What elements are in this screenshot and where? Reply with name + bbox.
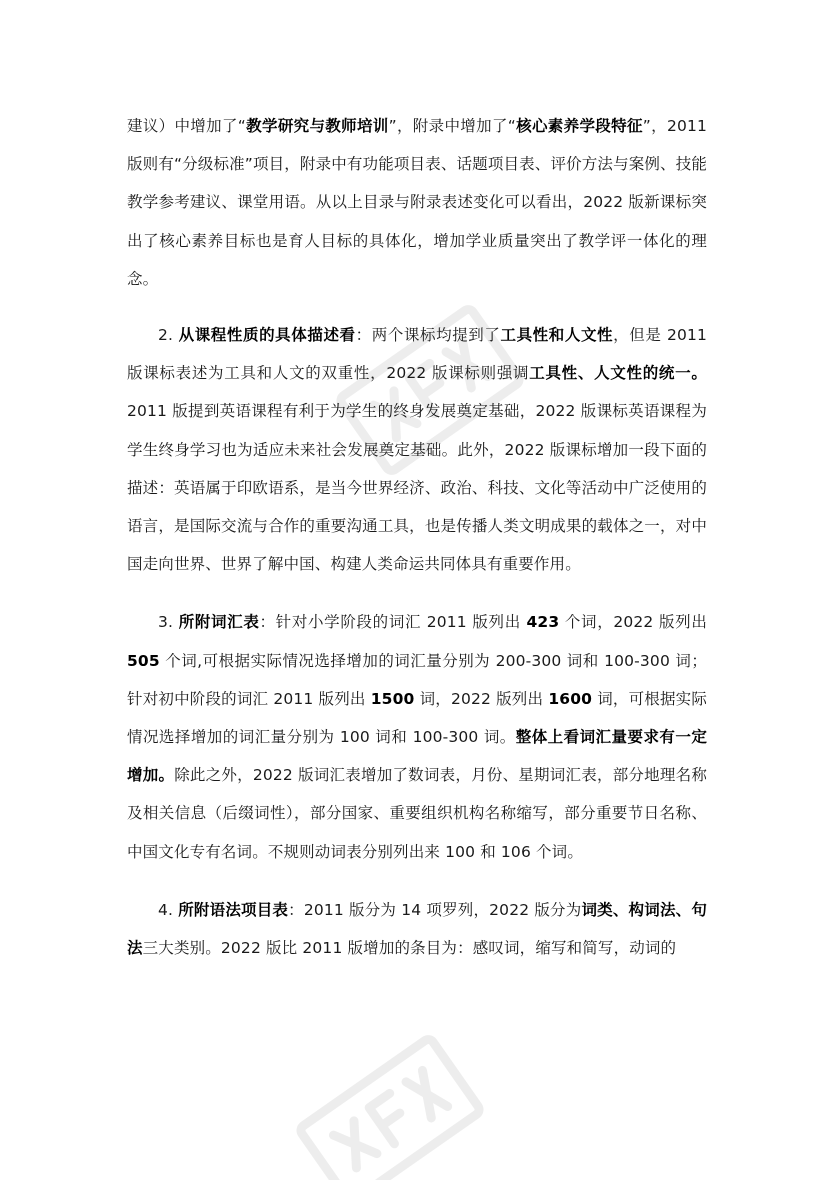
bold-text: 教学研究与教师培训 — [245, 117, 389, 135]
paragraph-4 — [127, 891, 707, 967]
bold-text: 从课程性质的具体描述看 — [178, 326, 356, 345]
bold-text: 整体上看词汇量要求有一定增加。 — [127, 728, 707, 785]
bold-text: 核心素养学段特征 — [515, 117, 643, 135]
text-run: ：两个课标均提到了 — [355, 326, 501, 345]
text-run: 词，可根据实际情况选择增加的词汇量分别为 100 词和 100-300 词。 — [127, 689, 707, 747]
bold-text: 423 — [526, 613, 560, 632]
text-run: 词，2022 版列出 — [414, 689, 549, 708]
text-run: ，但是 2011 版课标表述为工具和人文的双重性，2022 版课标则强调 — [127, 326, 707, 383]
paragraph-3 — [127, 603, 707, 870]
text-run: 建议）中增加了“ — [127, 117, 246, 135]
text-run: 除此之外，2022 版词汇表增加了数词表，月份、星期词汇表，部分地理名称及相关信息（后缀词性），部分国家、重要组织机构名称缩写，部分重要节日名称、中国文化专有名词。不规则动词表分别列出来 100 和 106 个词。 — [127, 766, 708, 861]
bold-text: 工具性和人文性 — [500, 326, 614, 345]
watermark-stamp-bottom — [280, 1020, 500, 1180]
text-run: ”，附录中增加了“ — [388, 117, 516, 135]
bold-text: 1500 — [370, 689, 415, 708]
text-run: ：2011 版分为 14 项罗列，2022 版分为 — [288, 900, 582, 919]
bold-text: 1600 — [548, 689, 593, 708]
bold-text: 所附语法项目表 — [178, 900, 289, 919]
paragraph-1 — [127, 107, 707, 298]
text-run: 个词，2022 版列出 — [559, 613, 707, 632]
text-run: 2. — [158, 326, 179, 345]
bold-text: 词类、构词法、句法 — [127, 900, 708, 958]
text-run: 4. — [158, 900, 179, 919]
text-run: 2011 版提到英语课程有利于为学生的终身发展奠定基础，2022 版课标英语课程为学生终身学习也为适应未来社会发展奠定基础。此外，2022 版课标增加一段下面的描述：英语属于印欧语系，是当今世界经济、政治、科技、文化等活动中广泛使用的语言，是国际交流与合作的重要沟通工具，也是传播人类文明成果的载体之一，对中国走向世界、世界了解中国、构建人类命运共同体具有重要作用。 — [127, 402, 707, 574]
bold-text: 所附词汇表 — [178, 613, 260, 632]
text-run: ：针对小学阶段的词汇 2011 版列出 — [259, 613, 527, 632]
bold-text: 工具性、人文性的统一。 — [529, 364, 707, 383]
text-run: 个词,可根据实际情况选择增加的词汇量分别为 200-300 词和 100-300 词；针对初中阶段的词汇 2011 版列出 — [127, 651, 707, 708]
document-body — [127, 107, 707, 987]
text-run: ”，2011 版则有“分级标准”项目，附录中有功能项目表、话题项目表、评价方法与案例、技能教学参考建议、课堂用语。从以上目录与附录表述变化可以看出，2022 版新课标突出了核心素养目标也是育人目标的具体化，增加学业质量突出了教学评一体化的理念。 — [127, 117, 708, 288]
bold-text: 505 — [127, 651, 160, 670]
text-run: 三大类别。2022 版比 2011 版增加的条目为：感叹词，缩写和简写，动词的 — [142, 939, 677, 958]
paragraph-2 — [127, 316, 707, 583]
text-run: 3. — [158, 613, 179, 632]
